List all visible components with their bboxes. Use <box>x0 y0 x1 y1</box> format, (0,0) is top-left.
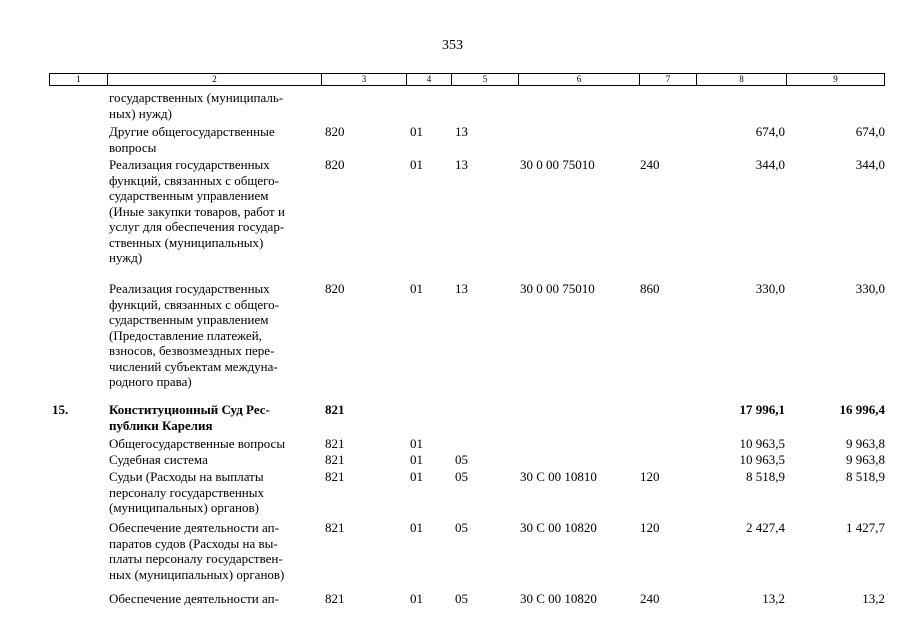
cell-col-8: 330,0 <box>755 281 785 296</box>
row-name <box>109 452 319 468</box>
row-name-line: вопросы <box>109 139 157 155</box>
cell-col-7: 240 <box>640 157 660 172</box>
cell-col-3: 821 <box>325 469 345 484</box>
cell-col-4: 01 <box>410 452 423 467</box>
cell-col-9: 674,0 <box>855 124 885 139</box>
cell-col-8: 2 427,4 <box>746 520 785 535</box>
row-name-line: Обеспечение деятельности ап- <box>109 520 279 535</box>
row-name-line: Судебная система <box>109 452 208 467</box>
row-name <box>109 520 319 582</box>
row-name-line: сударственным управлением <box>109 312 269 327</box>
row-name-line: паратов судов (Расходы на вы- <box>109 535 278 551</box>
cell-col-3: 821 <box>325 591 345 606</box>
row-name-line: функций, связанных с общего- <box>109 296 280 312</box>
row-name <box>109 281 319 390</box>
header-col-9: 9 <box>833 74 838 84</box>
cell-col-5: 05 <box>455 520 468 535</box>
cell-col-3: 821 <box>325 520 345 535</box>
header-col-1: 1 <box>50 74 108 85</box>
cell-col-4: 01 <box>410 436 423 451</box>
cell-col-8: 344,0 <box>755 157 785 172</box>
row-name-line: Реализация государственных <box>109 157 270 172</box>
row-name-line: (Предоставление платежей, <box>109 327 262 343</box>
cell-col-7: 860 <box>640 281 660 296</box>
header-col-4: 4 <box>407 74 452 85</box>
header-col-8: 8 <box>697 74 787 85</box>
row-name <box>109 90 319 121</box>
cell-col-4: 01 <box>410 124 423 139</box>
cell-col-6: 30 С 00 10820 <box>520 591 597 606</box>
cell-col-3: 820 <box>325 157 345 172</box>
row-name <box>109 436 319 452</box>
table-header <box>49 73 885 86</box>
row-name <box>109 157 319 266</box>
cell-col-3: 821 <box>325 452 345 467</box>
cell-col-6: 30 0 00 75010 <box>520 157 595 172</box>
row-name-line: (Иные закупки товаров, работ и <box>109 203 285 219</box>
row-name-line: сударственным управлением <box>109 188 269 203</box>
cell-col-6: 30 С 00 10820 <box>520 520 597 535</box>
row-name-line: Общегосударственные вопросы <box>109 436 286 451</box>
row-name-line: ных) нужд) <box>109 105 172 121</box>
cell-col-4: 01 <box>410 157 423 172</box>
cell-col-3: 820 <box>325 281 345 296</box>
cell-col-3: 821 <box>325 436 345 451</box>
cell-col-5: 05 <box>455 469 468 484</box>
row-name <box>109 591 319 607</box>
header-col-3: 3 <box>322 74 407 85</box>
cell-col-7: 120 <box>640 469 660 484</box>
page-number: 353 <box>442 38 463 53</box>
cell-col-4: 01 <box>410 520 423 535</box>
cell-col-7: 120 <box>640 520 660 535</box>
header-col-6: 6 <box>519 74 640 85</box>
row-name-line: взносов, безвозмездных пере- <box>109 343 275 358</box>
cell-col-8: 674,0 <box>755 124 785 139</box>
cell-col-4: 01 <box>410 591 423 606</box>
row-name-line: функций, связанных с общего- <box>109 172 280 188</box>
row-number: 15. <box>52 402 69 417</box>
row-name-line: Другие общегосударственные <box>109 124 275 139</box>
row-name-line: Реализация государственных <box>109 281 270 296</box>
cell-col-9: 8 518,9 <box>846 469 885 484</box>
cell-col-9: 9 963,8 <box>846 436 885 451</box>
row-name <box>109 402 319 433</box>
cell-col-9: 9 963,8 <box>846 452 885 467</box>
cell-col-8: 13,2 <box>762 591 785 606</box>
cell-col-9: 16 996,4 <box>839 402 885 417</box>
cell-col-9: 330,0 <box>855 281 885 296</box>
cell-col-9: 1 427,7 <box>846 520 885 535</box>
cell-col-8: 17 996,1 <box>739 402 785 417</box>
cell-col-5: 05 <box>455 452 468 467</box>
row-name-line: Судьи (Расходы на выплаты <box>109 469 264 484</box>
row-name <box>109 469 319 516</box>
row-name-line: услуг для обеспечения государ- <box>109 219 285 234</box>
cell-col-4: 01 <box>410 281 423 296</box>
cell-col-4: 01 <box>410 469 423 484</box>
header-col-2: 2 <box>108 74 322 85</box>
cell-col-8: 8 518,9 <box>746 469 785 484</box>
cell-col-5: 13 <box>455 157 468 172</box>
row-name-line: ственных (муниципальных) <box>109 234 264 250</box>
row-name <box>109 124 319 155</box>
row-name-line: ных (муниципальных) органов) <box>109 566 285 582</box>
row-name-line: Конституционный Суд Рес- <box>109 402 270 417</box>
row-name-line: государственных (муниципаль- <box>109 90 284 105</box>
cell-col-8: 10 963,5 <box>739 436 785 451</box>
cell-col-3: 820 <box>325 124 345 139</box>
row-name-line: числений субъектам междуна- <box>109 358 278 374</box>
row-name-line: Обеспечение деятельности ап- <box>109 591 279 606</box>
cell-col-7: 240 <box>640 591 660 606</box>
row-name-line: родного права) <box>109 374 192 389</box>
header-col-5: 5 <box>452 74 519 85</box>
cell-col-6: 30 С 00 10810 <box>520 469 597 484</box>
cell-col-3: 821 <box>325 402 345 417</box>
cell-col-5: 05 <box>455 591 468 606</box>
row-name-line: (муниципальных) органов) <box>109 500 259 515</box>
row-name-line: платы персоналу государствен- <box>109 551 283 566</box>
row-name-line: публики Карелия <box>109 417 213 433</box>
header-col-7: 7 <box>640 74 697 85</box>
cell-col-6: 30 0 00 75010 <box>520 281 595 296</box>
row-name-line: нужд) <box>109 250 143 265</box>
cell-col-9: 344,0 <box>855 157 885 172</box>
row-name-line: персоналу государственных <box>109 484 265 500</box>
cell-col-5: 13 <box>455 281 468 296</box>
cell-col-9: 13,2 <box>862 591 885 606</box>
cell-col-8: 10 963,5 <box>739 452 785 467</box>
cell-col-5: 13 <box>455 124 468 139</box>
